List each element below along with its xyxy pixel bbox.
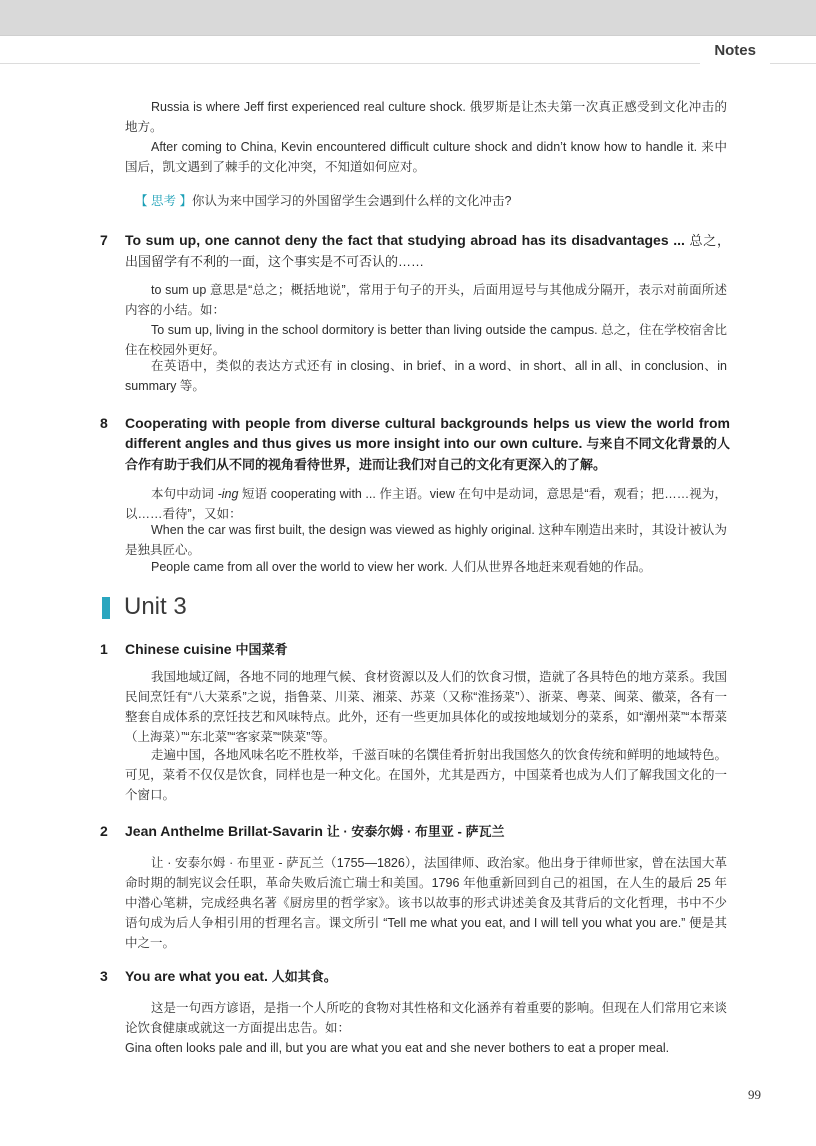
unit-title: Unit 3: [124, 593, 187, 620]
note-explanation: 让 · 安泰尔姆 · 布里亚 - 萨瓦兰（1755—1826），法国律师、政治家。他出身于律师世家，曾在法国大革命时期的制宪议会任职，革命失败后流亡瑞士和美国。1796 年他重新回到自己的祖国，在人生的最后 25 年中潜心笔耕，完成经典名著《厨房里的哲学家》。该书以故事的形式讲述美食及其背后的文化哲理，书中不少语句成为后人争相引用的哲理名言。课文所引 “Tell me what you eat, and I will tell you what you are.” 便是其中之一。: [125, 856, 727, 950]
unit-note-1: [100, 639, 730, 660]
note-number: 3: [100, 968, 108, 984]
note-explanation: 我国地域辽阔，各地不同的地理气候、食材资源以及人们的饮食习惯，造就了各具特色的地方菜系。我国民间烹饪有“八大菜系”之说，指鲁菜、川菜、湘菜、苏菜（又称“淮扬菜”）、浙菜、粤菜、闽菜、徽菜，各有一整套自成体系的烹饪技艺和风味特点。此外，还有一些更加具体化的或按地域划分的菜系，如“潮州菜”“本帮菜（上海菜）”“东北菜”“客家菜”“陕菜”等。: [125, 670, 727, 744]
note-item-8: [100, 413, 730, 475]
header-divider: [0, 35, 816, 36]
unit-accent-bar: [102, 597, 110, 619]
note-number: 2: [100, 823, 108, 839]
note-number: 7: [100, 232, 108, 248]
note-explanation: 这是一句西方谚语，是指一个人所吃的食物对其性格和文化涵养有着重要的影响。但现在人们常用它来谈论饮食健康或就这一方面提出忠告。如：: [125, 1001, 727, 1035]
note-explanation: to sum up 意思是“总之；概括地说”，常用于句子的开头，后面用逗号与其他成分隔开，表示对前面所述内容的小结。如：: [125, 283, 727, 317]
think-question: 你认为来中国学习的外国留学生会遇到什么样的文化冲击?: [191, 194, 512, 208]
example-sentence: When the car was first built, the design was viewed as highly original. 这种车刚造出来时，其设计被认为是独具匠心。: [125, 523, 727, 557]
note-number: 1: [100, 641, 108, 657]
note-explanation: 在英语中，类似的表达方式还有 in closing、in brief、in a word、in short、all in all、in conclusion、in summary 等。: [125, 359, 727, 393]
notes-divider-right: [770, 63, 816, 64]
note-headword: You are what you eat.: [125, 968, 268, 984]
note-headword: Jean Anthelme Brillat-Savarin: [125, 823, 323, 839]
note-headword: Cooperating with people from diverse cultural backgrounds helps us view the world from different angles and thus gives us more insight into our own culture.: [125, 415, 730, 451]
note-headword: To sum up, one cannot deny the fact that studying abroad has its disadvantages ...: [125, 232, 685, 248]
note-headword: Chinese cuisine: [125, 641, 232, 657]
unit-note-3: [100, 966, 730, 987]
example-sentence: People came from all over the world to view her work. 人们从世界各地赶来观看她的作品。: [151, 560, 652, 574]
note-translation: 总之，出国留学有不利的一面，这个事实是不可否认的……: [125, 233, 730, 269]
unit-note-2: [100, 821, 730, 842]
example-sentence: To sum up, living in the school dormitory is better than living outside the campus. 总之，住在学校宿舍比住在校园外更好。: [125, 323, 727, 357]
note-translation: 与来自不同文化背景的人合作有助于我们从不同的视角看待世界，进而让我们对自己的文化有更深入的了解。: [125, 436, 730, 472]
note-translation: 人如其食。: [271, 969, 337, 984]
note-number: 8: [100, 415, 108, 431]
example-sentence: After coming to China, Kevin encountered difficult culture shock and didn’t know how to handle it. 来中国后，凯文遇到了棘手的文化冲突，不知道如何应对。: [125, 140, 727, 174]
note-item-7: [100, 230, 730, 272]
think-prompt: [135, 191, 511, 211]
note-explanation: 走遍中国，各地风味名吃不胜枚举，千滋百味的名馔佳肴折射出我国悠久的饮食传统和鲜明的地域特色。可见，菜肴不仅仅是饮食，同样也是一种文化。在国外，尤其是西方，中国菜肴也成为人们了解我国文化的一个窗口。: [125, 748, 727, 802]
example-sentence: Russia is where Jeff first experienced real culture shock. 俄罗斯是让杰夫第一次真正感受到文化冲击的地方。: [125, 100, 727, 134]
notes-divider: [0, 63, 700, 64]
note-translation: 让 · 安泰尔姆 · 布里亚 - 萨瓦兰: [326, 824, 505, 839]
note-explanation: 本句中动词 -ing 短语 cooperating with ... 作主语。view 在句中是动词，意思是“看，观看；把……视为，以……看待”，又如：: [125, 487, 727, 521]
example-sentence: Gina often looks pale and ill, but you are what you eat and she never bothers to eat a proper meal.: [125, 1041, 670, 1055]
page-number: 99: [748, 1087, 761, 1102]
top-header-band: [0, 0, 816, 35]
notes-section-label: Notes: [714, 42, 756, 59]
think-label: 【 思考 】: [135, 194, 192, 208]
note-translation: 中国菜肴: [235, 642, 288, 657]
